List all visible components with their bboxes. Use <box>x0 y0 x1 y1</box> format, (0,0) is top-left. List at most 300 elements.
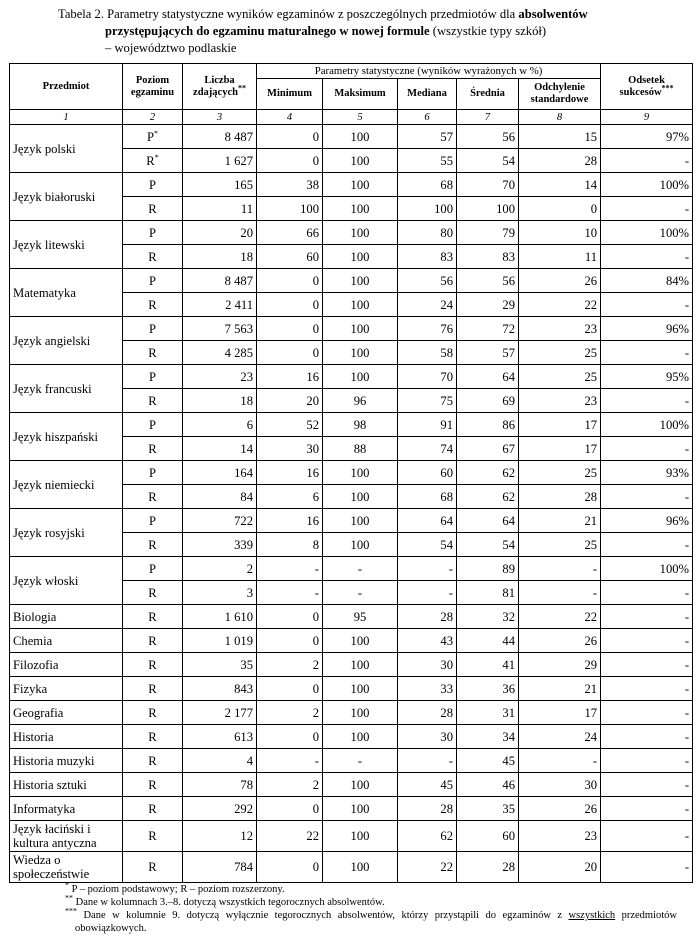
cell-min: 20 <box>257 389 323 413</box>
cell-subject: Język angielski <box>10 317 123 365</box>
cell-median: 28 <box>398 605 457 629</box>
cell-count: 4 <box>183 749 257 773</box>
cell-count: 12 <box>183 821 257 852</box>
cell-max: 100 <box>323 461 398 485</box>
cell-max: 100 <box>323 677 398 701</box>
cell-min: 0 <box>257 269 323 293</box>
cell-mean: 62 <box>457 485 519 509</box>
cell-success: 100% <box>601 413 693 437</box>
cell-min: 2 <box>257 653 323 677</box>
cell-min: 0 <box>257 293 323 317</box>
caption-bold-1: absolwentów <box>518 7 588 21</box>
cell-max: 100 <box>323 221 398 245</box>
cell-sd: 22 <box>519 293 601 317</box>
cell-count: 2 411 <box>183 293 257 317</box>
cell-sd: 26 <box>519 797 601 821</box>
cell-subject: Informatyka <box>10 797 123 821</box>
cell-max: 100 <box>323 173 398 197</box>
cell-count: 1 627 <box>183 149 257 173</box>
cell-subject: Język francuski <box>10 365 123 413</box>
cell-sd: 17 <box>519 413 601 437</box>
table-row <box>10 173 693 197</box>
cell-sd: 10 <box>519 221 601 245</box>
cell-level: P* <box>123 125 183 149</box>
cell-success: - <box>601 629 693 653</box>
cell-max: 100 <box>323 125 398 149</box>
cell-level: R <box>123 821 183 852</box>
cell-min: 0 <box>257 852 323 883</box>
table-row <box>10 749 693 773</box>
cell-mean: 36 <box>457 677 519 701</box>
cell-median: 56 <box>398 269 457 293</box>
cell-max: 100 <box>323 533 398 557</box>
cell-sd: 29 <box>519 653 601 677</box>
cell-max: 100 <box>323 629 398 653</box>
cell-min: 30 <box>257 437 323 461</box>
caption-region: – województwo podlaskie <box>105 41 237 55</box>
header-subject: Przedmiot <box>10 64 123 110</box>
cell-min: 0 <box>257 341 323 365</box>
cell-success: - <box>601 701 693 725</box>
cell-median: 54 <box>398 533 457 557</box>
cell-max: 100 <box>323 653 398 677</box>
cell-success: - <box>601 653 693 677</box>
cell-sd: 0 <box>519 197 601 221</box>
cell-success: - <box>601 677 693 701</box>
cell-sd: 17 <box>519 437 601 461</box>
table-row <box>10 269 693 293</box>
cell-level: P <box>123 173 183 197</box>
cell-max: 96 <box>323 389 398 413</box>
cell-mean: 83 <box>457 245 519 269</box>
cell-success: - <box>601 197 693 221</box>
cell-median: 70 <box>398 365 457 389</box>
cell-subject: Język hiszpański <box>10 413 123 461</box>
cell-success: - <box>601 605 693 629</box>
cell-mean: 69 <box>457 389 519 413</box>
cell-median: 100 <box>398 197 457 221</box>
cell-median: 60 <box>398 461 457 485</box>
cell-count: 11 <box>183 197 257 221</box>
cell-max: 100 <box>323 852 398 883</box>
header-mean: Średnia <box>457 79 519 110</box>
cell-level: R <box>123 653 183 677</box>
table-caption <box>58 6 678 57</box>
cell-sd: - <box>519 749 601 773</box>
col-num: 6 <box>398 110 457 125</box>
cell-level: R <box>123 293 183 317</box>
cell-sd: 22 <box>519 605 601 629</box>
cell-mean: 56 <box>457 269 519 293</box>
cell-level: P <box>123 461 183 485</box>
cell-sd: - <box>519 581 601 605</box>
cell-count: 23 <box>183 365 257 389</box>
cell-max: 100 <box>323 365 398 389</box>
cell-subject: Język rosyjski <box>10 509 123 557</box>
cell-sd: 28 <box>519 149 601 173</box>
cell-success: 93% <box>601 461 693 485</box>
footnotes <box>65 880 678 935</box>
cell-success: - <box>601 485 693 509</box>
cell-sd: 15 <box>519 125 601 149</box>
cell-median: 28 <box>398 797 457 821</box>
cell-subject: Chemia <box>10 629 123 653</box>
cell-mean: 31 <box>457 701 519 725</box>
table-row <box>10 509 693 533</box>
cell-median: - <box>398 581 457 605</box>
cell-success: 97% <box>601 125 693 149</box>
cell-min: 22 <box>257 821 323 852</box>
cell-count: 78 <box>183 773 257 797</box>
cell-min: 2 <box>257 773 323 797</box>
cell-sd: - <box>519 557 601 581</box>
cell-count: 3 <box>183 581 257 605</box>
cell-sd: 25 <box>519 461 601 485</box>
cell-success: - <box>601 749 693 773</box>
cell-min: 8 <box>257 533 323 557</box>
cell-max: 100 <box>323 341 398 365</box>
header-median: Mediana <box>398 79 457 110</box>
table-row <box>10 317 693 341</box>
col-num: 8 <box>519 110 601 125</box>
footnote-2: ** Dane w kolumnach 3.–8. dotyczą wszystkich tegorocznych absolwentów. <box>65 893 385 908</box>
cell-level: P <box>123 221 183 245</box>
cell-success: - <box>601 341 693 365</box>
header-min: Minimum <box>257 79 323 110</box>
cell-median: 62 <box>398 821 457 852</box>
header-success: Odsetek sukcesów*** <box>601 64 693 110</box>
cell-level: R* <box>123 149 183 173</box>
cell-count: 843 <box>183 677 257 701</box>
cell-count: 7 563 <box>183 317 257 341</box>
cell-subject: Wiedza o społeczeństwie <box>10 852 123 883</box>
cell-mean: 32 <box>457 605 519 629</box>
cell-max: - <box>323 581 398 605</box>
cell-min: 2 <box>257 701 323 725</box>
footnote-3: *** Dane w kolumnie 9. dotyczą wyłącznie tegorocznych absolwentów, którzy przystąpili do egzaminów z wszystkich przedmiotów obowiązkowych. <box>65 906 678 934</box>
cell-mean: 81 <box>457 581 519 605</box>
cell-max: 100 <box>323 509 398 533</box>
cell-subject: Filozofia <box>10 653 123 677</box>
cell-min: 0 <box>257 725 323 749</box>
table-row <box>10 653 693 677</box>
cell-success: - <box>601 149 693 173</box>
cell-median: 80 <box>398 221 457 245</box>
cell-sd: 30 <box>519 773 601 797</box>
cell-subject: Język litewski <box>10 221 123 269</box>
cell-median: 24 <box>398 293 457 317</box>
cell-max: 100 <box>323 245 398 269</box>
cell-count: 2 177 <box>183 701 257 725</box>
cell-min: 16 <box>257 365 323 389</box>
statistics-table <box>9 63 693 883</box>
cell-max: 100 <box>323 293 398 317</box>
cell-count: 165 <box>183 173 257 197</box>
cell-success: - <box>601 773 693 797</box>
cell-max: 100 <box>323 797 398 821</box>
cell-max: 100 <box>323 485 398 509</box>
cell-subject: Język białoruski <box>10 173 123 221</box>
cell-min: 16 <box>257 461 323 485</box>
cell-median: 30 <box>398 653 457 677</box>
cell-min: 66 <box>257 221 323 245</box>
cell-sd: 25 <box>519 365 601 389</box>
cell-mean: 46 <box>457 773 519 797</box>
cell-level: P <box>123 509 183 533</box>
cell-success: 95% <box>601 365 693 389</box>
cell-median: 58 <box>398 341 457 365</box>
cell-success: 84% <box>601 269 693 293</box>
cell-count: 8 487 <box>183 269 257 293</box>
table-row <box>10 557 693 581</box>
cell-median: 83 <box>398 245 457 269</box>
cell-min: 0 <box>257 797 323 821</box>
column-number-row <box>10 110 693 125</box>
cell-max: - <box>323 749 398 773</box>
cell-level: R <box>123 725 183 749</box>
cell-mean: 28 <box>457 852 519 883</box>
cell-mean: 41 <box>457 653 519 677</box>
cell-count: 292 <box>183 797 257 821</box>
cell-max: 100 <box>323 149 398 173</box>
cell-median: 74 <box>398 437 457 461</box>
cell-max: 98 <box>323 413 398 437</box>
caption-label: Tabela 2. Parametry statystyczne wyników egzaminów z poszczególnych przedmiotów dla <box>58 7 519 21</box>
cell-subject: Historia sztuki <box>10 773 123 797</box>
cell-success: - <box>601 725 693 749</box>
cell-min: 0 <box>257 629 323 653</box>
cell-level: R <box>123 485 183 509</box>
cell-sd: 11 <box>519 245 601 269</box>
cell-mean: 54 <box>457 149 519 173</box>
cell-median: 76 <box>398 317 457 341</box>
cell-median: 57 <box>398 125 457 149</box>
cell-subject: Język niemiecki <box>10 461 123 509</box>
cell-level: P <box>123 413 183 437</box>
cell-success: 96% <box>601 509 693 533</box>
cell-count: 18 <box>183 245 257 269</box>
cell-subject: Historia muzyki <box>10 749 123 773</box>
cell-success: 100% <box>601 173 693 197</box>
cell-mean: 45 <box>457 749 519 773</box>
cell-median: 68 <box>398 173 457 197</box>
cell-count: 20 <box>183 221 257 245</box>
cell-level: R <box>123 677 183 701</box>
cell-success: - <box>601 245 693 269</box>
cell-mean: 62 <box>457 461 519 485</box>
cell-count: 8 487 <box>183 125 257 149</box>
table-row <box>10 413 693 437</box>
col-num: 7 <box>457 110 519 125</box>
cell-subject: Język łaciński i kultura antyczna <box>10 821 123 852</box>
cell-count: 164 <box>183 461 257 485</box>
cell-median: - <box>398 557 457 581</box>
cell-subject: Historia <box>10 725 123 749</box>
cell-min: 100 <box>257 197 323 221</box>
cell-min: 0 <box>257 317 323 341</box>
cell-count: 4 285 <box>183 341 257 365</box>
header-max: Maksimum <box>323 79 398 110</box>
cell-mean: 29 <box>457 293 519 317</box>
cell-sd: 23 <box>519 389 601 413</box>
cell-mean: 64 <box>457 509 519 533</box>
cell-mean: 44 <box>457 629 519 653</box>
caption-bold-2: przystępujących do egzaminu maturalnego w nowej formule <box>105 24 430 38</box>
cell-min: - <box>257 749 323 773</box>
cell-sd: 21 <box>519 677 601 701</box>
cell-max: 100 <box>323 269 398 293</box>
table-row <box>10 125 693 149</box>
table-body <box>10 125 693 883</box>
cell-mean: 72 <box>457 317 519 341</box>
cell-success: - <box>601 821 693 852</box>
table-row <box>10 629 693 653</box>
cell-sd: 21 <box>519 509 601 533</box>
cell-sd: 20 <box>519 852 601 883</box>
cell-max: 100 <box>323 197 398 221</box>
footnote-1: * P – poziom podstawowy; R – poziom rozszerzony. <box>65 880 285 895</box>
cell-min: - <box>257 581 323 605</box>
table-row <box>10 773 693 797</box>
cell-sd: 25 <box>519 341 601 365</box>
cell-mean: 89 <box>457 557 519 581</box>
header-params: Parametry statystyczne (wyników wyrażonych w %) <box>257 64 601 79</box>
cell-sd: 26 <box>519 269 601 293</box>
cell-subject: Język włoski <box>10 557 123 605</box>
cell-level: R <box>123 389 183 413</box>
col-num: 2 <box>123 110 183 125</box>
cell-median: 55 <box>398 149 457 173</box>
table-row <box>10 221 693 245</box>
caption-rest: (wszystkie typy szkół) <box>429 24 547 38</box>
table-row <box>10 725 693 749</box>
cell-count: 784 <box>183 852 257 883</box>
cell-min: 60 <box>257 245 323 269</box>
cell-min: 38 <box>257 173 323 197</box>
col-num: 3 <box>183 110 257 125</box>
table-row <box>10 677 693 701</box>
cell-max: 100 <box>323 701 398 725</box>
cell-mean: 100 <box>457 197 519 221</box>
cell-subject: Biologia <box>10 605 123 629</box>
cell-success: - <box>601 389 693 413</box>
cell-median: 68 <box>398 485 457 509</box>
cell-median: 30 <box>398 725 457 749</box>
cell-count: 1 019 <box>183 629 257 653</box>
cell-sd: 23 <box>519 821 601 852</box>
cell-count: 14 <box>183 437 257 461</box>
cell-level: R <box>123 749 183 773</box>
cell-mean: 56 <box>457 125 519 149</box>
cell-level: R <box>123 797 183 821</box>
cell-median: 75 <box>398 389 457 413</box>
cell-level: R <box>123 605 183 629</box>
cell-sd: 24 <box>519 725 601 749</box>
cell-count: 18 <box>183 389 257 413</box>
cell-count: 1 610 <box>183 605 257 629</box>
cell-count: 84 <box>183 485 257 509</box>
col-num: 1 <box>10 110 123 125</box>
cell-level: R <box>123 245 183 269</box>
cell-median: 64 <box>398 509 457 533</box>
cell-max: 100 <box>323 821 398 852</box>
cell-count: 613 <box>183 725 257 749</box>
cell-median: - <box>398 749 457 773</box>
cell-max: 95 <box>323 605 398 629</box>
cell-level: R <box>123 197 183 221</box>
cell-count: 6 <box>183 413 257 437</box>
header-count: Liczba zdających** <box>183 64 257 110</box>
cell-sd: 23 <box>519 317 601 341</box>
cell-count: 339 <box>183 533 257 557</box>
cell-median: 22 <box>398 852 457 883</box>
cell-success: 100% <box>601 557 693 581</box>
col-num: 5 <box>323 110 398 125</box>
cell-min: 6 <box>257 485 323 509</box>
cell-level: R <box>123 341 183 365</box>
table-row <box>10 605 693 629</box>
cell-sd: 17 <box>519 701 601 725</box>
cell-median: 91 <box>398 413 457 437</box>
cell-min: 0 <box>257 605 323 629</box>
cell-level: R <box>123 701 183 725</box>
cell-max: 88 <box>323 437 398 461</box>
cell-mean: 67 <box>457 437 519 461</box>
cell-sd: 28 <box>519 485 601 509</box>
cell-max: 100 <box>323 725 398 749</box>
cell-level: P <box>123 269 183 293</box>
cell-median: 43 <box>398 629 457 653</box>
cell-success: - <box>601 437 693 461</box>
cell-level: P <box>123 557 183 581</box>
cell-level: P <box>123 365 183 389</box>
cell-level: P <box>123 317 183 341</box>
cell-max: - <box>323 557 398 581</box>
cell-success: - <box>601 797 693 821</box>
cell-mean: 35 <box>457 797 519 821</box>
cell-sd: 14 <box>519 173 601 197</box>
cell-median: 45 <box>398 773 457 797</box>
table-row <box>10 365 693 389</box>
cell-min: - <box>257 557 323 581</box>
table-row <box>10 852 693 883</box>
cell-subject: Geografia <box>10 701 123 725</box>
cell-subject: Matematyka <box>10 269 123 317</box>
cell-level: R <box>123 773 183 797</box>
table-row <box>10 797 693 821</box>
cell-count: 722 <box>183 509 257 533</box>
cell-level: R <box>123 629 183 653</box>
cell-success: - <box>601 581 693 605</box>
cell-max: 100 <box>323 317 398 341</box>
col-num: 4 <box>257 110 323 125</box>
cell-min: 0 <box>257 677 323 701</box>
cell-min: 16 <box>257 509 323 533</box>
cell-mean: 79 <box>457 221 519 245</box>
cell-mean: 57 <box>457 341 519 365</box>
cell-level: R <box>123 581 183 605</box>
cell-mean: 54 <box>457 533 519 557</box>
cell-max: 100 <box>323 773 398 797</box>
cell-success: - <box>601 293 693 317</box>
cell-success: 96% <box>601 317 693 341</box>
table-row <box>10 461 693 485</box>
cell-sd: 26 <box>519 629 601 653</box>
cell-mean: 60 <box>457 821 519 852</box>
cell-min: 52 <box>257 413 323 437</box>
cell-success: 100% <box>601 221 693 245</box>
cell-median: 28 <box>398 701 457 725</box>
